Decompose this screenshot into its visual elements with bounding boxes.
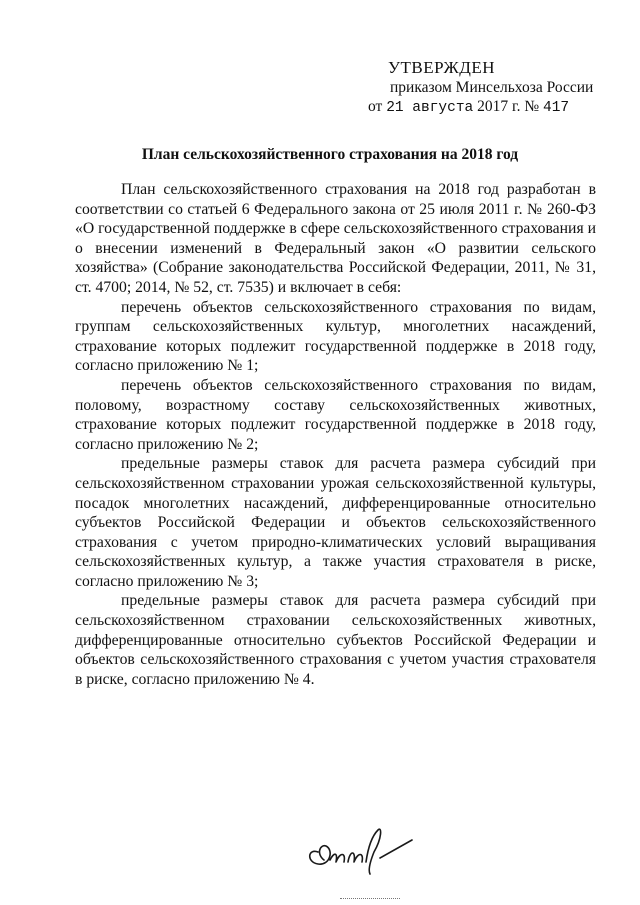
approval-order-line: приказом Минсельхоза России: [390, 79, 594, 96]
paragraph-item-3: предельные размеры ставок для расчета размера субсидий при сельскохозяйственном страховании урожая сельскохозяйственной культуры, посадок многолетних насаждений, дифференцированные относительно субъектов Российской Федерации и объектов сельскохозяйственного страхования с учетом природно-климатических условий выращивания сельскохозяйственных культур, а также участия страхователя в риске, согласно приложению № 3;: [75, 455, 596, 590]
approval-date-line: [368, 97, 620, 118]
paragraph-item-4: предельные размеры ставок для расчета размера субсидий при сельскохозяйственном страховании сельскохозяйственных животных, дифференцированные относительно субъектов Российской Федерации и объектов сельскохозяйственного страхования с учетом участия страхователя в риске, согласно приложению № 4.: [75, 592, 596, 688]
page-edge-mark: [340, 898, 400, 902]
handwritten-signature-icon: [300, 822, 420, 887]
paragraph-intro: План сельскохозяйственного страхования на 2018 год разработан в соответствии со статьей 6 Федерального закона от 25 июля 2011 г. № 260-ФЗ «О государственной поддержке в сфере сельскохозяйственного страхования и о внесении изменений в Федеральный закон «О развитии сельского хозяйства» (Собрание законодательства Российской Федерации, 2011, № 31, ст. 4700; 2014, № 52, ст. 7535) и включает в себя:: [75, 181, 596, 296]
document-title: План сельскохозяйственного страхования на 2018 год: [141, 146, 519, 163]
year-text: 2017 г. №: [477, 98, 540, 115]
document-body: [75, 180, 596, 689]
approval-stamp: [368, 58, 620, 118]
date-prefix: от: [368, 98, 383, 115]
paragraph-item-1: перечень объектов сельскохозяйственного страхования по видам, группам сельскохозяйственных культур, многолетних насаждений, страхование которых подлежит государственной поддержке в 2018 году, согласно приложению № 1;: [75, 298, 596, 375]
paragraph-item-2: перечень объектов сельскохозяйственного страхования по видам, половому, возрастному составу сельскохозяйственных животных, страхование которых подлежит государственной поддержке в 2018 году, согласно приложению № 2;: [75, 376, 596, 453]
approval-title: УТВЕРЖДЕН: [388, 58, 495, 77]
date-handwritten: 21 августа: [386, 100, 474, 116]
order-number: 417: [543, 100, 570, 116]
